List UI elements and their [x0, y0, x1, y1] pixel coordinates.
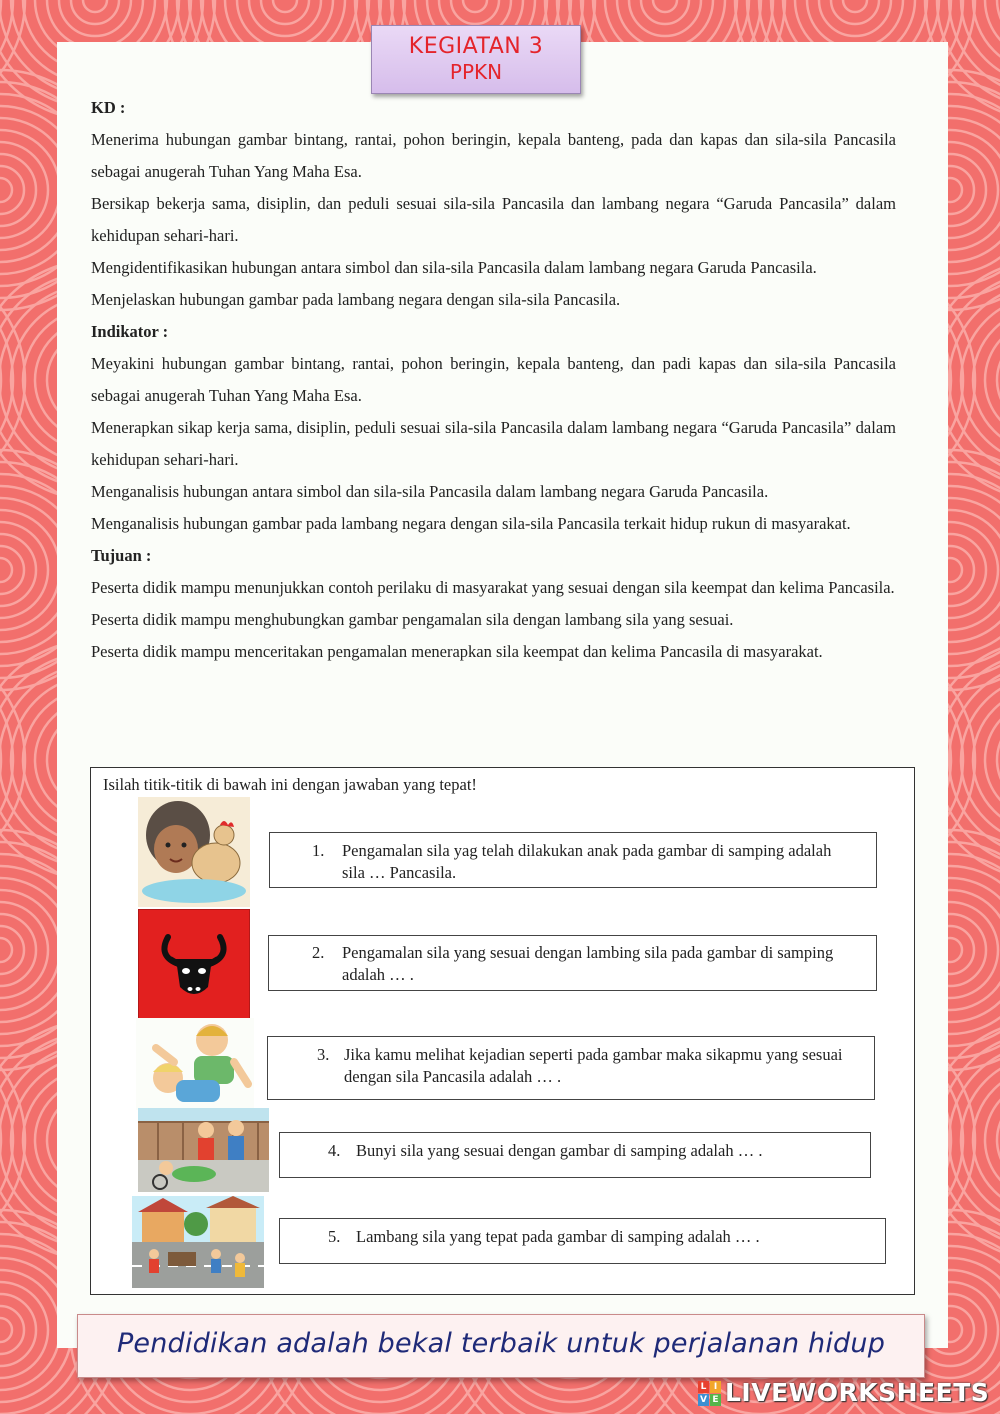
question-number: 5.: [328, 1227, 341, 1246]
tujuan-heading: Tujuan :: [91, 546, 152, 565]
children-fighting-image: [136, 1018, 254, 1110]
indikator-heading: Indikator :: [91, 322, 169, 341]
question-text: Pengamalan sila yang sesuai dengan lambing sila pada gambar di samping adalah … .: [342, 943, 834, 984]
indikator-paragraph: Menerapkan sikap kerja sama, disiplin, peduli sesuai sila-sila Pancasila dalam lambang negara “Garuda Pancasila” dalam kehidupan sehari-hari.: [91, 418, 896, 469]
indikator-paragraph: Menganalisis hubungan antara simbol dan sila-sila Pancasila dalam lambang negara Garuda Pancasila.: [91, 482, 769, 501]
title-line-1: KEGIATAN 3: [408, 34, 544, 59]
tujuan-paragraph: Peserta didik mampu menceritakan pengamalan menerapkan sila keempat dan kelima Pancasila di masyarakat.: [91, 642, 823, 661]
learning-objectives: [91, 92, 896, 668]
logo-letter: I: [710, 1381, 721, 1393]
brand-name: LIVEWORKSHEETS: [725, 1378, 990, 1407]
indikator-paragraph: Meyakini hubungan gambar bintang, rantai, pohon beringin, kepala banteng, dan padi kapas dan sila-sila Pancasila sebagai anugerah Tuhan Yang Maha Esa.: [91, 354, 896, 405]
kd-heading: KD :: [91, 98, 126, 117]
question-2-box: [268, 935, 877, 991]
logo-letter: E: [710, 1394, 721, 1406]
kd-paragraph: Menerima hubungan gambar bintang, rantai, pohon beringin, kepala banteng, pada dan kapas dan sila-sila Pancasila sebagai anugerah Tuhan Yang Maha Esa.: [91, 130, 896, 181]
kd-paragraph: Menjelaskan hubungan gambar pada lambang negara dengan sila-sila Pancasila.: [91, 290, 621, 309]
question-text: Bunyi sila yang sesuai dengan gambar di samping adalah … .: [356, 1141, 763, 1160]
title-box: [371, 25, 581, 94]
question-number: 4.: [328, 1141, 341, 1160]
motto-text: Pendidikan adalah bekal terbaik untuk perjalanan hidup: [116, 1328, 886, 1359]
question-number: 2.: [312, 943, 325, 962]
question-5-box: [279, 1218, 886, 1264]
question-number: 1.: [312, 841, 325, 860]
tujuan-paragraph: Peserta didik mampu menunjukkan contoh perilaku di masyarakat yang sesuai dengan sila keempat dan kelima Pancasila.: [91, 578, 895, 597]
helping-friend-image: [138, 1108, 269, 1192]
motto-banner: [77, 1314, 925, 1378]
question-text: Pengamalan sila yag telah dilakukan anak pada gambar di samping adalah sila … Pancasila.: [342, 841, 832, 882]
child-crafting-image: [138, 797, 250, 907]
question-text: Lambang sila yang tepat pada gambar di samping adalah … .: [356, 1227, 760, 1246]
task-instruction: Isilah titik-titik di bawah ini dengan jawaban yang tepat!: [103, 775, 477, 794]
logo-letter: V: [698, 1394, 709, 1406]
question-number: 3.: [317, 1045, 330, 1064]
task-box: [90, 767, 915, 1295]
question-4-box: [279, 1132, 871, 1178]
kd-paragraph: Mengidentifikasikan hubungan antara simbol dan sila-sila Pancasila dalam lambang negara Garuda Pancasila.: [91, 258, 817, 277]
question-3-box: [267, 1036, 875, 1100]
indikator-paragraph: Menganalisis hubungan gambar pada lambang negara dengan sila-sila Pancasila terkait hidup rukun di masyarakat.: [91, 514, 851, 533]
community-work-image: [132, 1196, 264, 1288]
banteng-head-icon: [138, 909, 250, 1019]
tujuan-paragraph: Peserta didik mampu menghubungkan gambar pengamalan sila dengan lambang sila yang sesuai.: [91, 610, 734, 629]
title-line-2: PPKN: [449, 60, 503, 84]
kd-paragraph: Bersikap bekerja sama, disiplin, dan peduli sesuai sila-sila Pancasila dan lambang negara “Garuda Pancasila” dalam kehidupan sehari-hari.: [91, 194, 896, 245]
liveworksheets-logo-icon: [698, 1381, 722, 1407]
question-1-box: [269, 832, 877, 888]
logo-letter: L: [698, 1381, 709, 1393]
question-text: Jika kamu melihat kejadian seperti pada gambar maka sikapmu yang sesuai dengan sila Pancasila adalah … .: [344, 1045, 843, 1086]
